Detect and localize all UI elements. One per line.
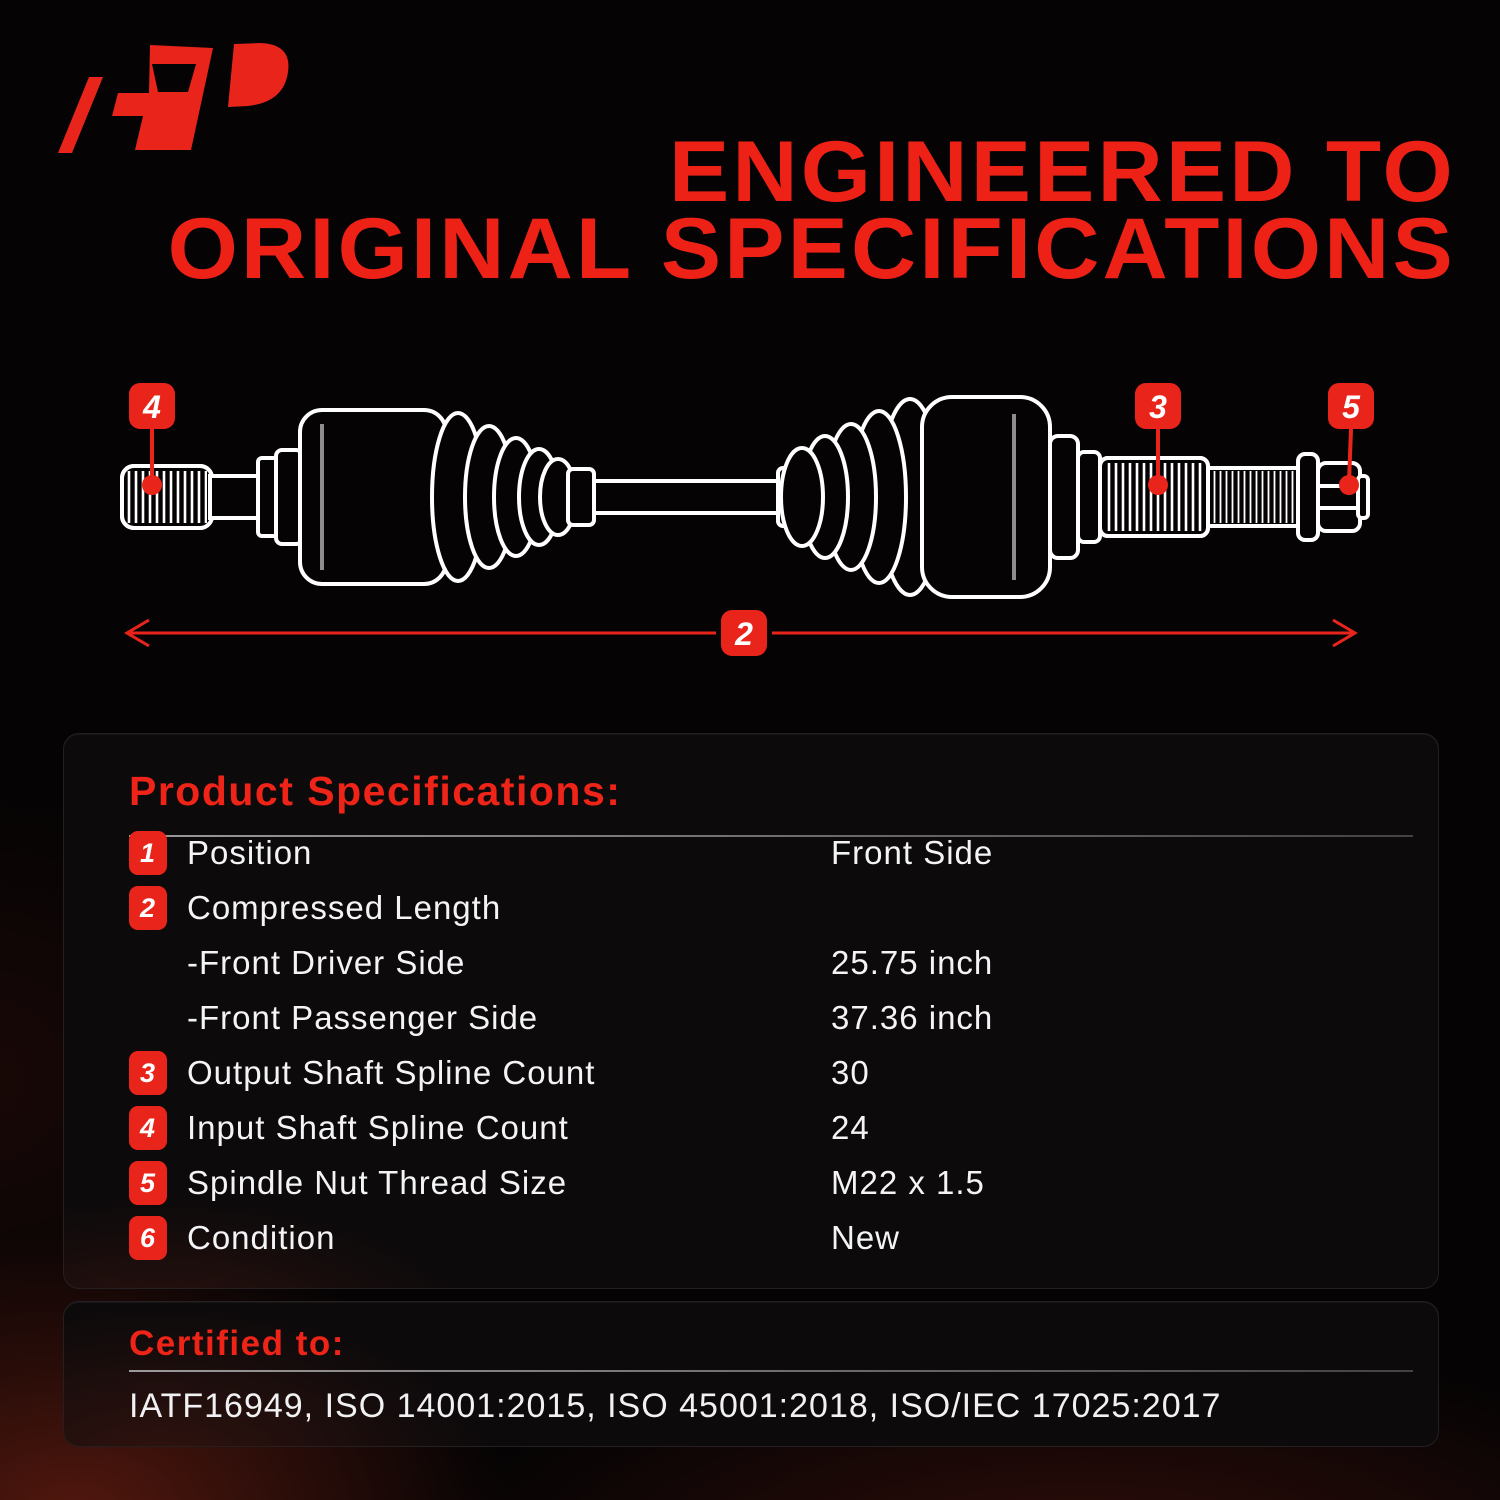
spec-row-condition [129,1211,1398,1265]
spec-value: Front Side [831,834,994,871]
spec-row-spindle-nut-thread [129,1156,1398,1210]
page-title-line2: ORIGINAL SPECIFICATIONS [167,201,1456,297]
axle-linework [122,397,1368,597]
spec-row-output-spline-count [129,1046,1398,1100]
spec-num-badge: 3 [129,1051,167,1095]
specs-title: Product Specifications: [129,768,622,814]
spec-num-badge: 2 [129,886,167,930]
spec-label: Compressed Length [187,889,502,926]
spec-label: Condition [187,1219,336,1256]
product-specifications-panel [63,733,1439,1289]
spec-label: Output Shaft Spline Count [187,1054,596,1091]
spec-row-position [129,826,1398,880]
spec-label: -Front Driver Side [187,944,466,981]
certified-standards: IATF16949, ISO 14001:2015, ISO 45001:2018, ISO/IEC 17025:2017 [129,1387,1222,1425]
callout-badge-5: 5 [1342,389,1360,425]
spec-label: -Front Passenger Side [187,999,539,1036]
spec-value: 25.75 inch [831,944,994,981]
certified-panel [63,1301,1439,1447]
axle-diagram [0,360,1500,680]
spec-label: Spindle Nut Thread Size [187,1164,568,1201]
spec-value: New [831,1219,901,1256]
spec-value: 24 [831,1109,870,1146]
spec-value: M22 x 1.5 [831,1164,985,1201]
page-title [167,124,1456,297]
spec-value: 30 [831,1054,870,1091]
spec-num-badge: 1 [129,831,167,875]
spec-num-badge: 6 [129,1216,167,1260]
spec-value: 37.36 inch [831,999,994,1036]
callout-badge-3: 3 [1149,389,1167,425]
spec-row-front-passenger-side [129,991,1398,1045]
certified-title: Certified to: [129,1324,345,1363]
spec-num-badge: 4 [129,1106,167,1150]
spec-row-compressed-length [129,881,1398,935]
spec-label: Position [187,834,313,871]
spec-row-front-driver-side [129,936,1398,990]
callout-badge-4: 4 [143,389,161,425]
callout-badge-2: 2 [735,616,753,652]
spec-num-badge: 5 [129,1161,167,1205]
spec-label: Input Shaft Spline Count [187,1109,569,1146]
certified-divider [129,1370,1413,1372]
spec-row-input-spline-count [129,1101,1398,1155]
page-title-line1: ENGINEERED TO [669,124,1456,220]
